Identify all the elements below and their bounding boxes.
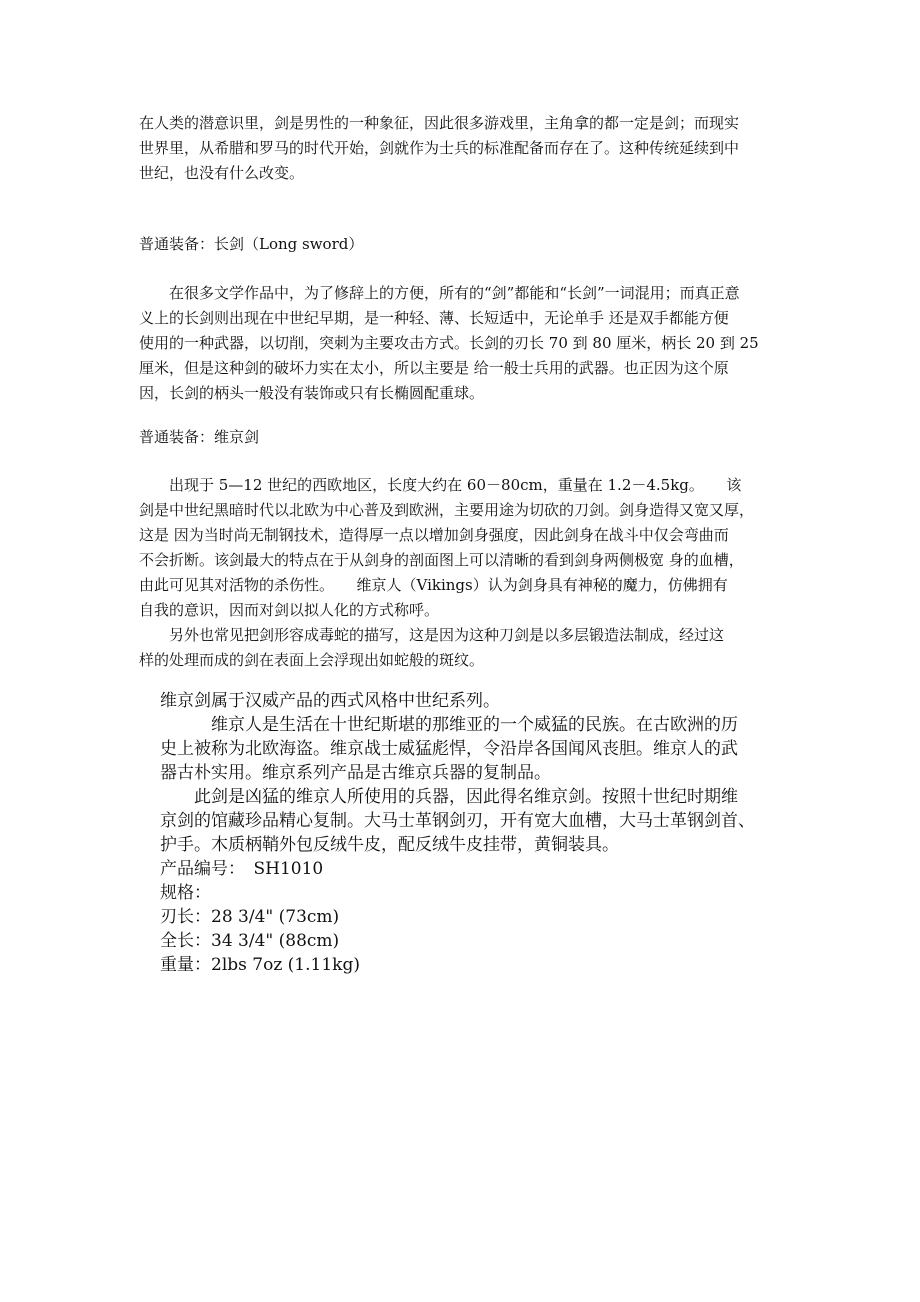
- paragraph-line: 出现于 5—12 世纪的西欧地区，长度大约在 60－80cm，重量在 1.2－4.5kg。 该: [139, 476, 742, 494]
- product-line: 此剑是凶猛的维京人所使用的兵器，因此得名维京剑。按照十世纪时期维: [160, 787, 738, 807]
- section-heading-long-sword: 普通装备：长剑（Long sword）: [139, 235, 364, 253]
- product-line: 维京人是生活在十世纪斯堪的那维亚的一个威猛的民族。在古欧洲的历: [160, 715, 738, 735]
- spec-weight: 重量：2lbs 7oz (1.11kg): [160, 955, 360, 975]
- spec-label: 规格：: [160, 883, 211, 903]
- viking-sword-paragraph: [139, 473, 789, 673]
- paragraph-line: 由此可见其对活物的杀伤性。 维京人（Vikings）认为剑身具有神秘的魔力，仿佛拥有: [139, 576, 728, 594]
- section-heading-viking-sword: 普通装备：维京剑: [139, 428, 260, 446]
- spec-total-length: 全长：34 3/4" (88cm): [160, 931, 340, 951]
- paragraph-line: 这是 因为当时尚无制钢技术，造得厚一点以增加剑身强度，因此剑身在战斗中仅会弯曲而: [139, 526, 729, 544]
- product-code: 产品编号： SH1010: [160, 859, 324, 879]
- product-line: 史上被称为北欧海盗。维京战士威猛彪悍，令沿岸各国闻风丧胆。维京人的武: [160, 739, 738, 759]
- paragraph-line: 自我的意识，因而对剑以拟人化的方式称呼。: [139, 601, 440, 619]
- intro-paragraph: [139, 111, 789, 186]
- product-line: 京剑的馆藏珍品精心复制。大马士革钢剑刃，开有宽大血槽，大马士革钢剑首、: [160, 811, 755, 831]
- intro-line: 在人类的潜意识里，剑是男性的一种象征，因此很多游戏里，主角拿的都一定是剑；而现实: [139, 114, 740, 132]
- spec-blade-length: 刃长：28 3/4" (73cm): [160, 907, 340, 927]
- paragraph-line: 使用的一种武器，以切削，突刺为主要攻击方式。长剑的刃长 70 到 80 厘米，柄长 20 到 25: [139, 334, 759, 352]
- paragraph-line: 厘米，但是这种剑的破坏力实在太小，所以主要是 给一般士兵用的武器。也正因为这个原: [139, 359, 729, 377]
- paragraph-line: 义上的长剑则出现在中世纪早期，是一种轻、薄、长短适中，无论单手 还是双手都能方便: [139, 309, 729, 327]
- paragraph-line: 另外也常见把剑形容成毒蛇的描写，这是因为这种刀剑是以多层锻造法制成，经过这: [139, 626, 725, 644]
- long-sword-paragraph: [139, 281, 789, 406]
- paragraph-line: 不会折断。该剑最大的特点在于从剑身的剖面图上可以清晰的看到剑身两侧极宽 身的血槽，: [139, 551, 744, 569]
- product-line: 维京剑属于汉威产品的西式风格中世纪系列。: [160, 691, 500, 711]
- paragraph-line: 剑是中世纪黑暗时代以北欧为中心普及到欧洲，主要用途为切砍的刀剑。剑身造得又宽又厚，: [139, 501, 755, 519]
- product-line: 器古朴实用。维京系列产品是古维京兵器的复制品。: [160, 763, 551, 783]
- product-line: 护手。木质柄鞘外包反绒牛皮，配反绒牛皮挂带，黄铜装具。: [160, 835, 619, 855]
- paragraph-line: 因，长剑的柄头一般没有装饰或只有长椭圆配重球。: [139, 384, 485, 402]
- paragraph-line: 样的处理而成的剑在表面上会浮现出如蛇般的斑纹。: [139, 651, 485, 669]
- product-description: [160, 689, 820, 977]
- intro-line: 世纪，也没有什么改变。: [139, 164, 305, 182]
- paragraph-line: 在很多文学作品中，为了修辞上的方便，所有的“剑”都能和“长剑”一词混用；而真正意: [139, 284, 740, 302]
- intro-line: 世界里，从希腊和罗马的时代开始，剑就作为士兵的标准配备而存在了。这种传统延续到中: [139, 139, 740, 157]
